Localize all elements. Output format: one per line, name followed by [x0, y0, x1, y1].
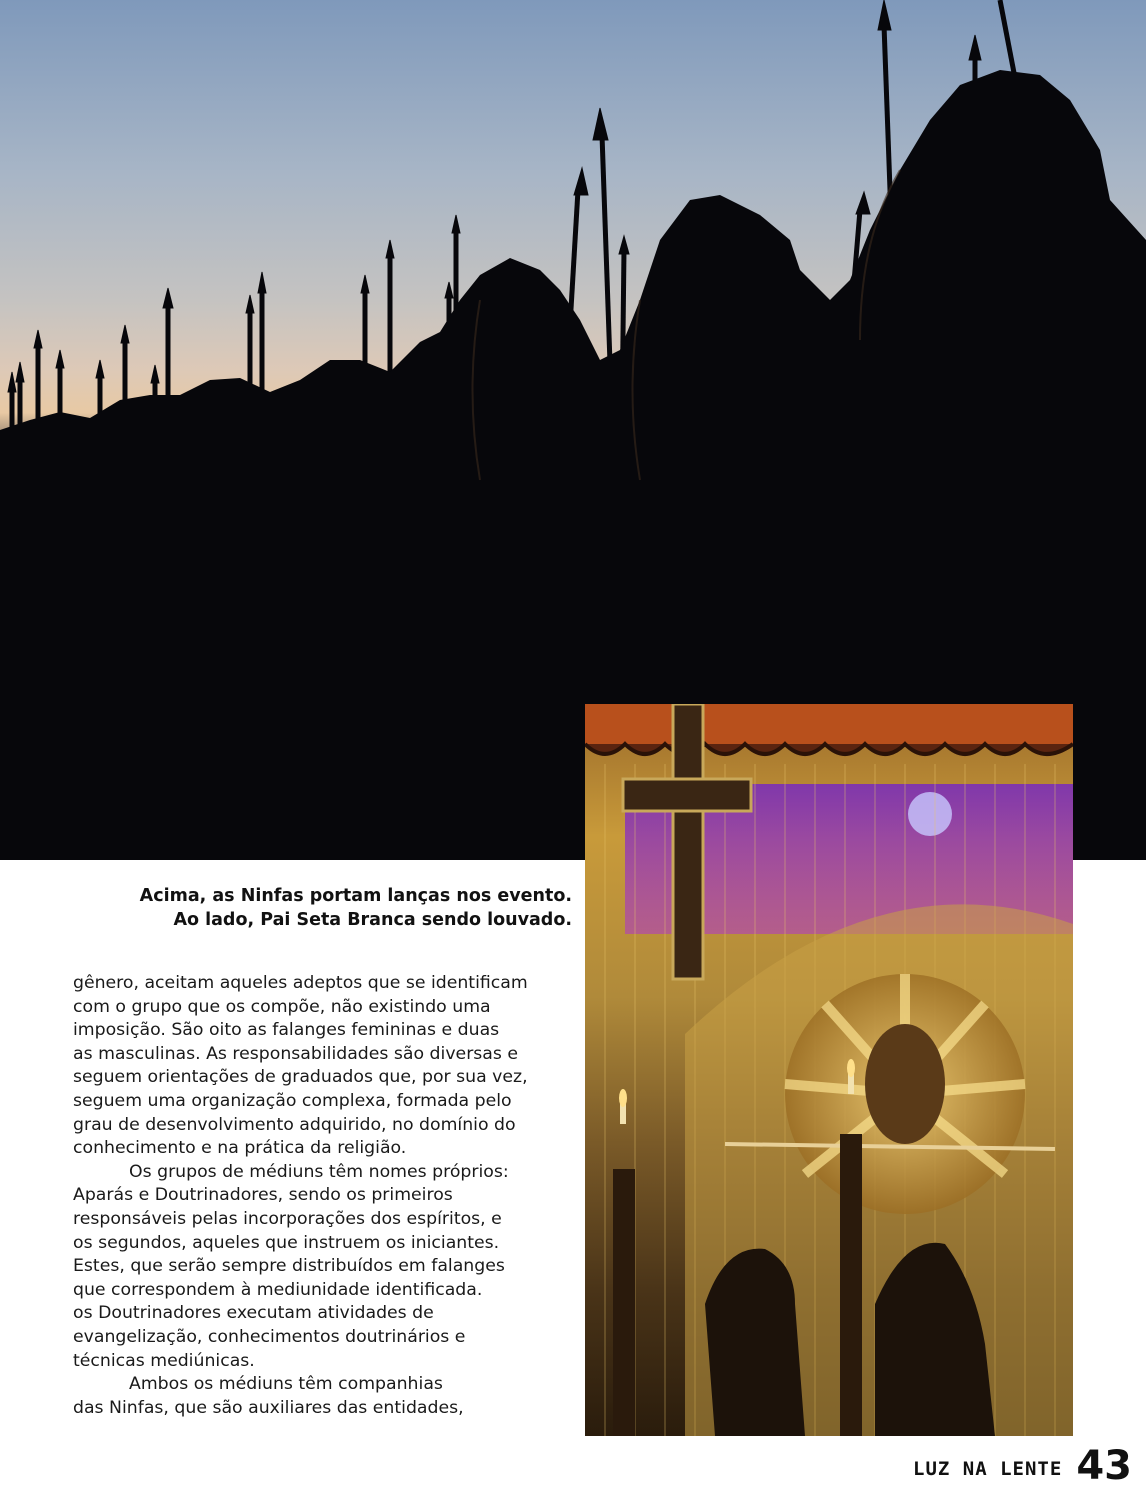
text-line: as masculinas. As responsabilidades são diversas e [73, 1043, 519, 1064]
text-line: grau de desenvolvimento adquirido, no domínio do [73, 1114, 516, 1135]
text-line: imposição. São oito as falanges femininas e duas [73, 1020, 500, 1041]
caption-line-2: Ao lado, Pai Seta Branca sendo louvado. [173, 910, 572, 930]
photo-caption [80, 884, 572, 932]
magazine-name: LUZ NA LENTE [913, 1458, 1063, 1480]
text-line: seguem uma organização complexa, formada pelo [73, 1090, 512, 1111]
text-line: conhecimento e na prática da religião. [73, 1138, 407, 1159]
text-line: gênero, aceitam aqueles adeptos que se identificam [73, 973, 528, 993]
caption-line-1: Acima, as Ninfas portam lanças nos evento. [139, 886, 572, 906]
text-line: Ambos os médiuns têm companhias [129, 1374, 443, 1395]
body-text [73, 972, 573, 1420]
text-line: Estes, que serão sempre distribuídos em falanges [73, 1256, 505, 1277]
text-line: os segundos, aqueles que instruem os iniciantes. [73, 1232, 500, 1253]
text-line: evangelização, conhecimentos doutrinários e [73, 1326, 466, 1347]
text-line: os Doutrinadores executam atividades de [73, 1303, 434, 1324]
text-line: técnicas mediúnicas. [73, 1350, 255, 1371]
altar-scene [585, 704, 1073, 1436]
text-line: Aparás e Doutrinadores, sendo os primeiros [73, 1185, 453, 1206]
text-line: que correspondem à mediunidade identificada. [73, 1279, 483, 1300]
text-line: Os grupos de médiuns têm nomes próprios: [129, 1161, 509, 1182]
text-line: responsáveis pelas incorporações dos espíritos, e [73, 1208, 502, 1229]
page-footer [913, 1443, 1132, 1489]
text-line: das Ninfas, que são auxiliares das entidades, [73, 1397, 464, 1418]
page-number: 43 [1076, 1443, 1132, 1489]
inset-photo-altar [585, 704, 1073, 1436]
text-line: seguem orientações de graduados que, por sua vez, [73, 1067, 528, 1088]
text-line: com o grupo que os compõe, não existindo uma [73, 996, 491, 1017]
